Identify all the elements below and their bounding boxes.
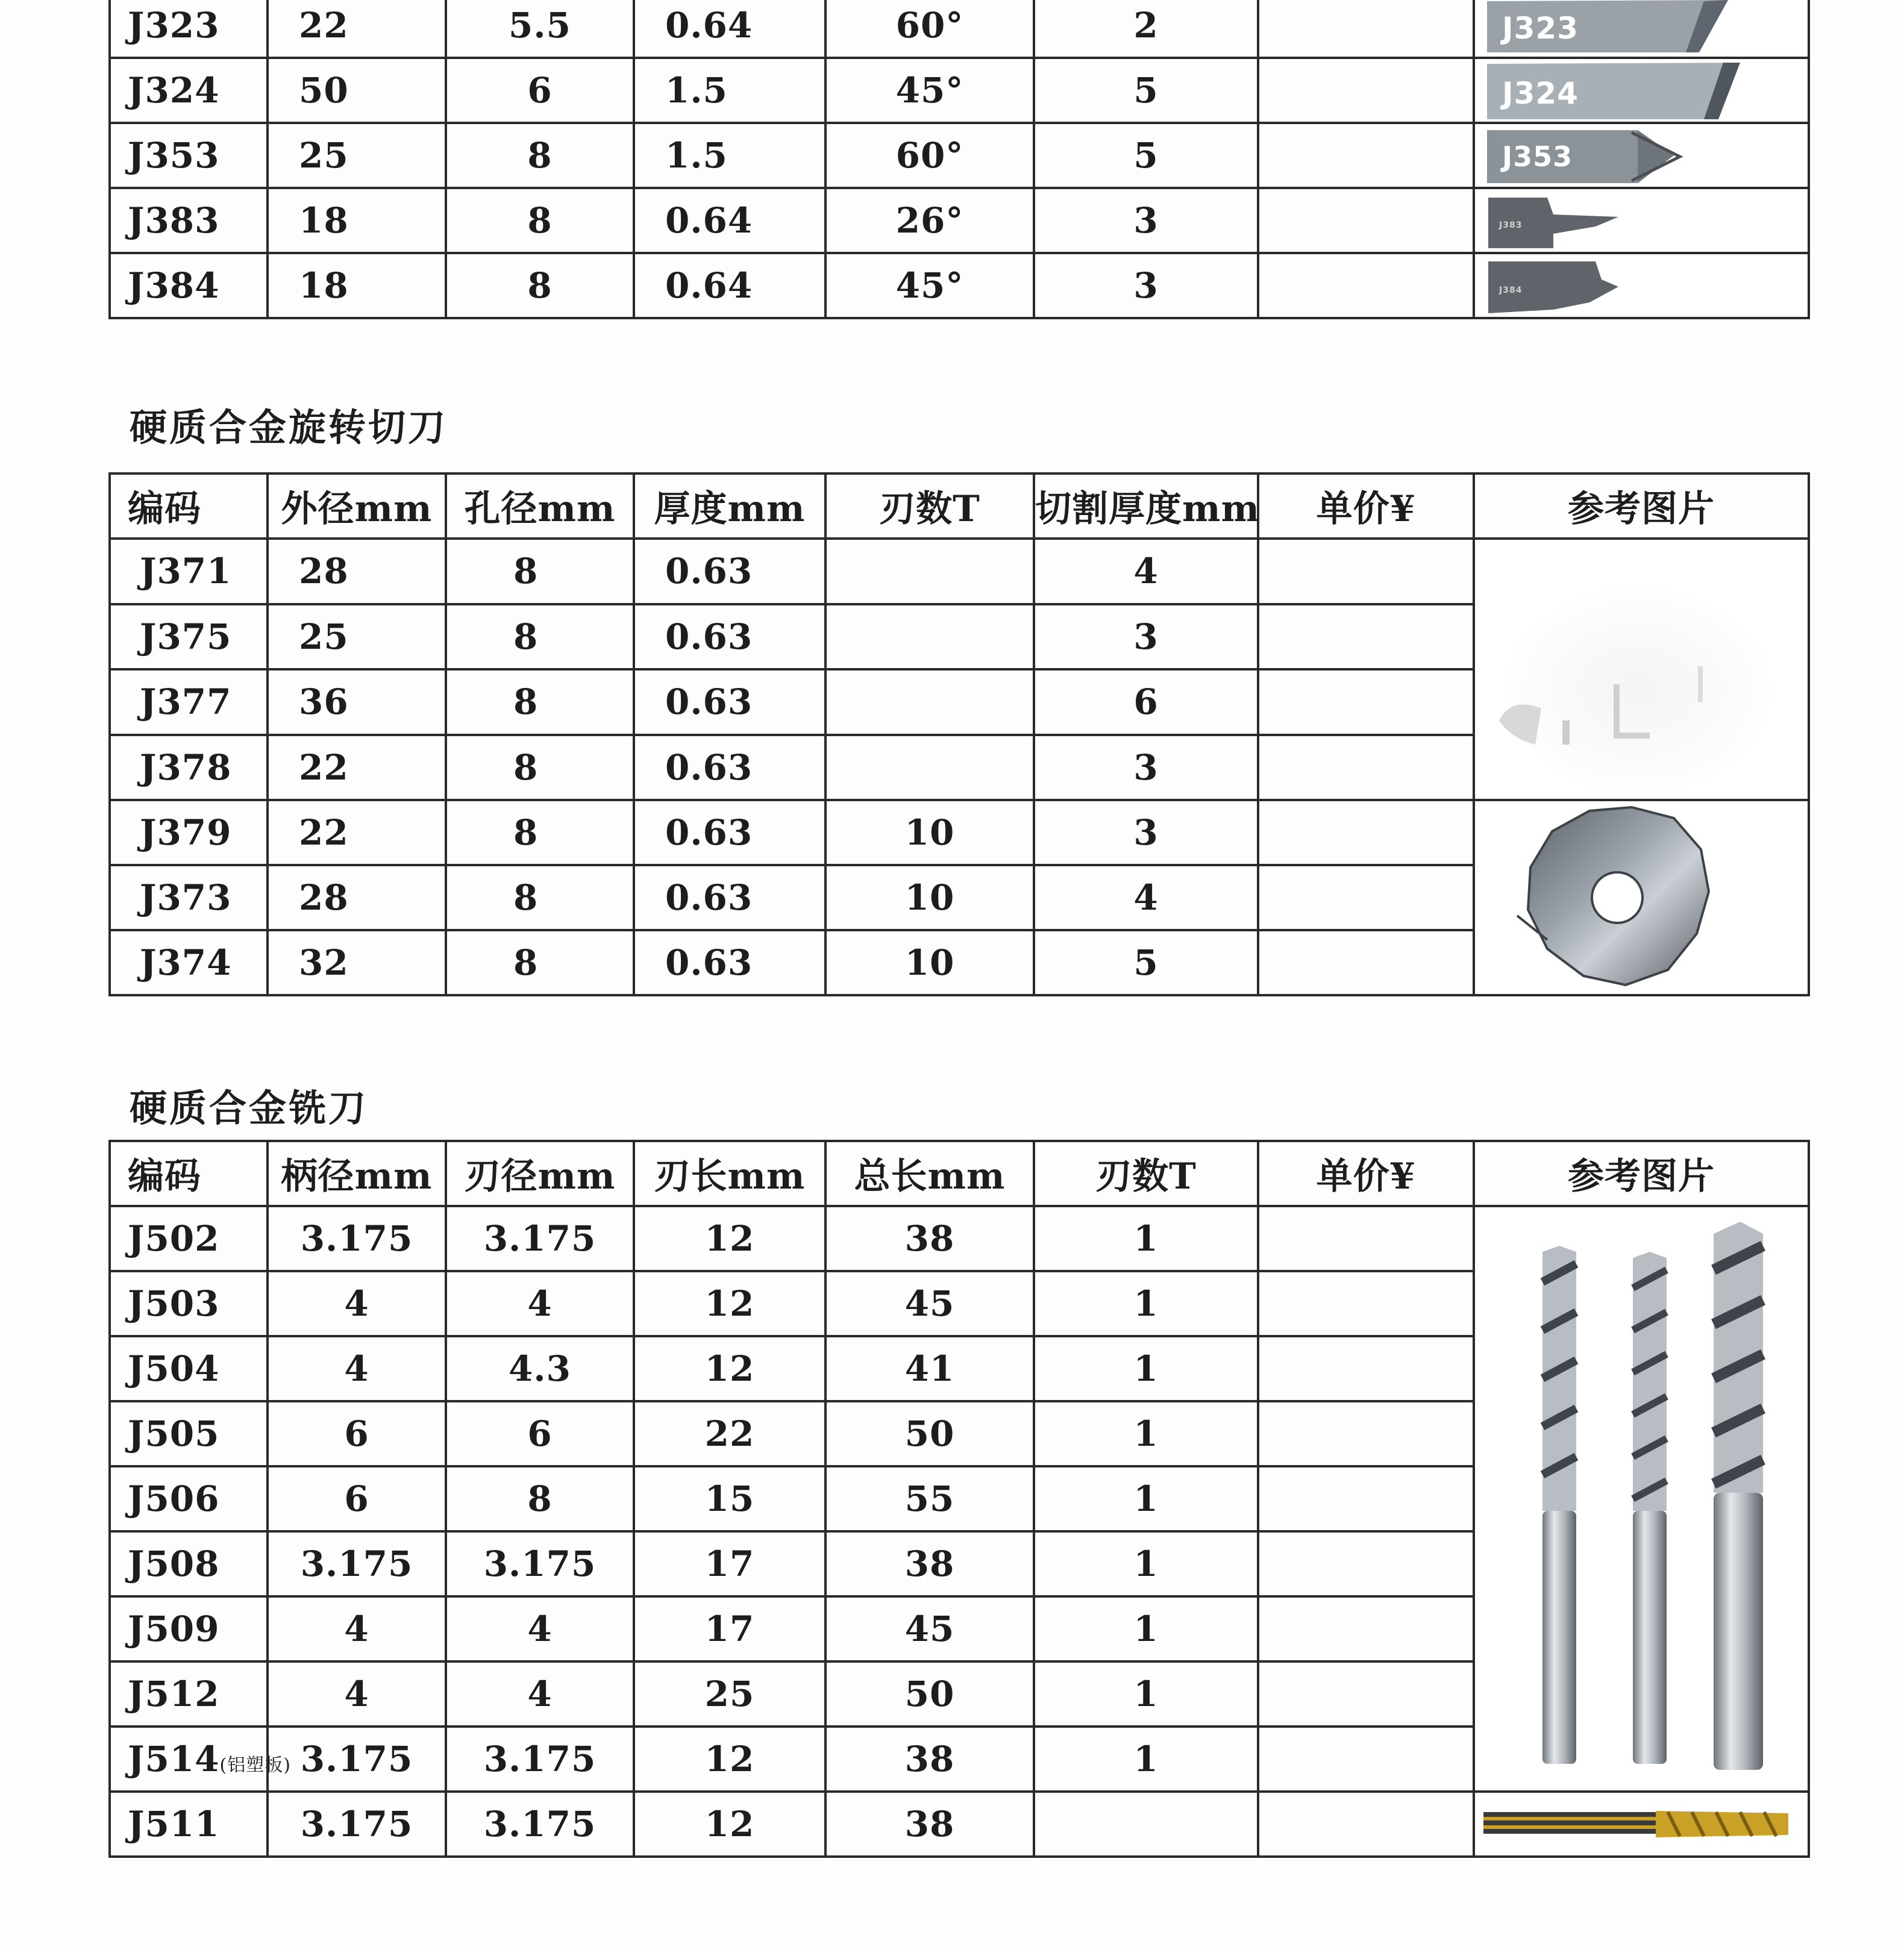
cell: 4	[268, 1596, 446, 1661]
cell: 5	[1034, 930, 1258, 995]
blade-j384-image	[1475, 255, 1808, 316]
cell: 38	[825, 1792, 1034, 1857]
code-cell: J371	[110, 539, 268, 604]
end-mill-image-cell	[1474, 1792, 1809, 1857]
code-cell: J353	[110, 123, 268, 188]
cell: 4	[268, 1271, 446, 1336]
table-header-row	[110, 473, 1809, 539]
blade-label: J384	[1499, 286, 1523, 295]
cell: 1	[1034, 1271, 1258, 1336]
cell: 8	[446, 1466, 634, 1531]
faded-blade-image	[1475, 540, 1808, 799]
cell: 26°	[825, 188, 1034, 253]
cell: 8	[446, 539, 634, 604]
header-cell: 单价¥	[1258, 1141, 1474, 1206]
code-cell: J373	[110, 865, 268, 930]
header-cell: 切割厚度mm	[1034, 473, 1258, 539]
cell: 0.63	[634, 865, 825, 930]
cell: 12	[634, 1727, 825, 1792]
cell: 0.63	[634, 604, 825, 670]
table-row	[110, 123, 1809, 188]
cell: 0.64	[634, 253, 825, 318]
cell: 4	[446, 1661, 634, 1727]
cell: 3	[1034, 604, 1258, 670]
cell: 22	[634, 1401, 825, 1466]
header-cell: 编码	[110, 473, 268, 539]
blade-j324-image	[1475, 60, 1808, 120]
blade-image-cell	[1474, 188, 1809, 253]
cell: 3	[1034, 253, 1258, 318]
cell: 0.64	[634, 188, 825, 253]
cell: 8	[446, 253, 634, 318]
cell: 12	[634, 1336, 825, 1401]
cell: 22	[268, 735, 446, 801]
cell: 8	[446, 800, 634, 865]
cell: 3.175	[446, 1727, 634, 1792]
code-cell: J383	[110, 188, 268, 253]
price-cell	[1258, 1596, 1474, 1661]
price-cell	[1258, 1531, 1474, 1596]
header-cell: 刃数T	[1034, 1141, 1258, 1206]
cell: 1.5	[634, 58, 825, 123]
header-cell: 外径mm	[268, 473, 446, 539]
cell: 5	[1034, 58, 1258, 123]
blade-j353-image	[1475, 125, 1808, 186]
cell: 1	[1034, 1466, 1258, 1531]
cell: 0.63	[634, 800, 825, 865]
cell: 38	[825, 1727, 1034, 1792]
price-cell	[1258, 1792, 1474, 1857]
header-cell: 刃径mm	[446, 1141, 634, 1206]
cell: 3	[1034, 188, 1258, 253]
cell: 2	[1034, 0, 1258, 58]
code-cell: J375	[110, 604, 268, 670]
rotary-cutter-table	[108, 472, 1810, 996]
header-cell: 孔径mm	[446, 473, 634, 539]
cell: 1	[1034, 1206, 1258, 1271]
cell: 4	[446, 1271, 634, 1336]
decagon-blade-image	[1475, 801, 1808, 994]
cell: 0.64	[634, 0, 825, 58]
table-row	[110, 0, 1809, 58]
price-cell	[1258, 539, 1474, 604]
blade-image-cell	[1474, 123, 1809, 188]
price-cell	[1258, 669, 1474, 735]
gold-end-mill-image	[1475, 1794, 1808, 1854]
cell: 3.175	[446, 1792, 634, 1857]
cell: 38	[825, 1206, 1034, 1271]
cell: 1	[1034, 1336, 1258, 1401]
cell: 12	[634, 1271, 825, 1336]
cell	[1034, 1792, 1258, 1857]
price-cell	[1258, 1336, 1474, 1401]
cell: 8	[446, 123, 634, 188]
cell: 0.63	[634, 539, 825, 604]
cell: 1.5	[634, 123, 825, 188]
blade-label: J323	[1502, 11, 1579, 46]
price-cell	[1258, 1401, 1474, 1466]
code-cell: J502	[110, 1206, 268, 1271]
cell: 36	[268, 669, 446, 735]
code-cell: J503	[110, 1271, 268, 1336]
cell: 8	[446, 604, 634, 670]
cell: 4	[268, 1661, 446, 1727]
code-cell: J508	[110, 1531, 268, 1596]
cell: 18	[268, 188, 446, 253]
code-cell: J506	[110, 1466, 268, 1531]
blade-label: J353	[1502, 140, 1573, 173]
cell: 12	[634, 1206, 825, 1271]
cell: 3	[1034, 735, 1258, 801]
cell: 1	[1034, 1401, 1258, 1466]
header-cell: 编码	[110, 1141, 268, 1206]
cell: 15	[634, 1466, 825, 1531]
price-cell	[1258, 58, 1474, 123]
cell: 18	[268, 253, 446, 318]
cell: 6	[446, 58, 634, 123]
cell: 3.175	[268, 1531, 446, 1596]
price-cell	[1258, 1271, 1474, 1336]
cell: 4.3	[446, 1336, 634, 1401]
header-cell: 参考图片	[1474, 473, 1809, 539]
price-cell	[1258, 188, 1474, 253]
cell: 3.175	[268, 1792, 446, 1857]
cell	[825, 669, 1034, 735]
code-cell: J505	[110, 1401, 268, 1466]
cell: 45°	[825, 253, 1034, 318]
cell: 22	[268, 0, 446, 58]
price-cell	[1258, 865, 1474, 930]
cell: 5.5	[446, 0, 634, 58]
cell	[825, 604, 1034, 670]
header-cell: 单价¥	[1258, 473, 1474, 539]
cell: 1	[1034, 1596, 1258, 1661]
code-cell: J324	[110, 58, 268, 123]
code-cell: J378	[110, 735, 268, 801]
blade-image-cell	[1474, 253, 1809, 318]
price-cell	[1258, 1661, 1474, 1727]
cell: 3.175	[446, 1531, 634, 1596]
cell: 8	[446, 865, 634, 930]
cell: 8	[446, 188, 634, 253]
cell: 6	[268, 1401, 446, 1466]
blade-image-cell	[1474, 0, 1809, 58]
cell: 4	[1034, 865, 1258, 930]
cell: 1	[1034, 1531, 1258, 1596]
table-row	[110, 539, 1809, 604]
price-cell	[1258, 1727, 1474, 1792]
blade-table-top	[108, 0, 1810, 319]
header-cell: 总长mm	[825, 1141, 1034, 1206]
cell: 3	[1034, 800, 1258, 865]
cell: 60°	[825, 123, 1034, 188]
cell: 25	[268, 123, 446, 188]
code-cell: J504	[110, 1336, 268, 1401]
blade-image-cell	[1474, 58, 1809, 123]
rotary-cutter-image-cell	[1474, 539, 1809, 800]
cell: 50	[825, 1661, 1034, 1727]
code-cell: J377	[110, 669, 268, 735]
header-cell: 刃长mm	[634, 1141, 825, 1206]
code-cell: J511	[110, 1792, 268, 1857]
cell: 45°	[825, 58, 1034, 123]
cell: 0.63	[634, 669, 825, 735]
cell: 0.63	[634, 735, 825, 801]
cell: 25	[634, 1661, 825, 1727]
price-cell	[1258, 1206, 1474, 1271]
blade-label: J324	[1502, 76, 1579, 111]
header-cell: 厚度mm	[634, 473, 825, 539]
table-header-row	[110, 1141, 1809, 1206]
blade-j383-image	[1475, 190, 1808, 251]
cell	[825, 735, 1034, 801]
cell: 60°	[825, 0, 1034, 58]
price-cell	[1258, 735, 1474, 801]
cell: 50	[268, 58, 446, 123]
cell: 17	[634, 1531, 825, 1596]
code-cell: J514(铝塑板)	[110, 1727, 268, 1792]
cell: 4	[1034, 539, 1258, 604]
rotary-cutter-image-cell	[1474, 800, 1809, 995]
cell: 8	[446, 735, 634, 801]
cell: 0.63	[634, 930, 825, 995]
cell: 5	[1034, 123, 1258, 188]
table-row	[110, 188, 1809, 253]
code-cell: J512	[110, 1661, 268, 1727]
header-cell: 刃数T	[825, 473, 1034, 539]
price-cell	[1258, 1466, 1474, 1531]
table-row	[110, 1206, 1809, 1271]
cell: 10	[825, 800, 1034, 865]
cell: 28	[268, 539, 446, 604]
cell: 3.175	[446, 1206, 634, 1271]
cell: 10	[825, 930, 1034, 995]
cell: 8	[446, 669, 634, 735]
cell: 45	[825, 1271, 1034, 1336]
cell: 4	[268, 1336, 446, 1401]
cell: 3.175	[268, 1206, 446, 1271]
cell: 38	[825, 1531, 1034, 1596]
cell: 55	[825, 1466, 1034, 1531]
table-row	[110, 800, 1809, 865]
cell: 8	[446, 930, 634, 995]
cell	[825, 539, 1034, 604]
cell: 6	[446, 1401, 634, 1466]
code-cell: J384	[110, 253, 268, 318]
cell: 45	[825, 1596, 1034, 1661]
price-cell	[1258, 0, 1474, 58]
section-title-milling: 硬质合金铣刀	[130, 1086, 369, 1130]
cell: 25	[268, 604, 446, 670]
milling-cutter-table	[108, 1140, 1810, 1858]
cell: 1	[1034, 1727, 1258, 1792]
cell: 41	[825, 1336, 1034, 1401]
header-cell: 参考图片	[1474, 1141, 1809, 1206]
cell: 22	[268, 800, 446, 865]
table-row	[110, 1792, 1809, 1857]
cell: 28	[268, 865, 446, 930]
cell: 6	[268, 1466, 446, 1531]
table-row	[110, 58, 1809, 123]
cell: 3.175	[268, 1727, 446, 1792]
price-cell	[1258, 253, 1474, 318]
cell: 32	[268, 930, 446, 995]
price-cell	[1258, 604, 1474, 670]
price-cell	[1258, 930, 1474, 995]
table-row	[110, 253, 1809, 318]
code-cell: J374	[110, 930, 268, 995]
cell: 1	[1034, 1661, 1258, 1727]
price-cell	[1258, 123, 1474, 188]
cell: 4	[446, 1596, 634, 1661]
code-cell: J379	[110, 800, 268, 865]
header-cell: 柄径mm	[268, 1141, 446, 1206]
cell: 6	[1034, 669, 1258, 735]
cell: 12	[634, 1792, 825, 1857]
section-title-rotary: 硬质合金旋转切刀	[130, 405, 448, 449]
blade-j323-image	[1475, 0, 1808, 55]
code-cell: J323	[110, 0, 268, 58]
end-mills-image	[1475, 1210, 1808, 1788]
end-mill-image-cell	[1474, 1206, 1809, 1792]
cell: 10	[825, 865, 1034, 930]
cell: 17	[634, 1596, 825, 1661]
cell: 50	[825, 1401, 1034, 1466]
blade-label: J383	[1499, 220, 1523, 230]
price-cell	[1258, 800, 1474, 865]
code-cell: J509	[110, 1596, 268, 1661]
